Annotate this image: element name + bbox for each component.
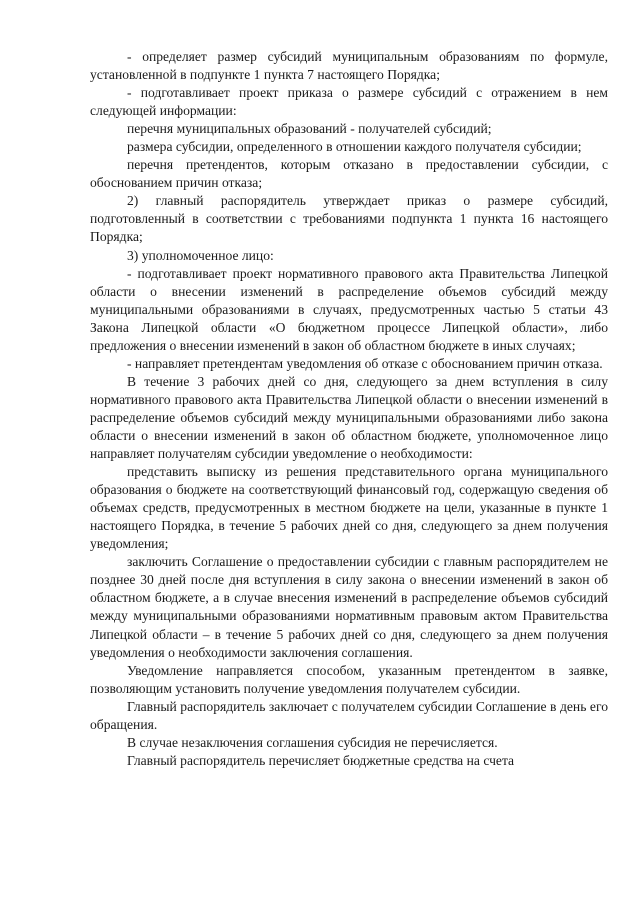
paragraph-15: В случае незаключения соглашения субсидия не перечисляется.: [127, 734, 498, 750]
paragraph-5: перечня претендентов, которым отказано в предоставлении субсидии, с обоснованием причин отказа;: [90, 157, 608, 191]
paragraph-1: - определяет размер субсидий муниципальным образованиям по формуле, установленной в подпункте 1 пункта 7 настоящего Порядка;: [90, 49, 608, 83]
paragraph-6: 2) главный распорядитель утверждает приказ о размере субсидий, подготовленный в соответствии с требованиями подпункта 1 пункта 16 настоящего Порядка;: [90, 193, 608, 245]
paragraph-10: В течение 3 рабочих дней со дня, следующего за днем вступления в силу нормативного правового акта Правительства Липецкой области о внесении изменений в распределение объемов субсидий между муниципальными образованиями либо закона области о внесении изменений в закон об областном бюджете, уполномоченное лицо направляет получателям субсидии уведомление о необходимости:: [90, 373, 608, 462]
paragraph-4: размера субсидии, определенного в отношении каждого получателя субсидии;: [127, 139, 582, 155]
paragraph-11: представить выписку из решения представительного органа муниципального образования о бюджете на соответствующий финансовый год, содержащую сведения об объемах средств, предусмотренных в местном бюджете на цели, указанные в пункте 1 настоящего Порядка, в течение 5 рабочих дней со дня, следующего за днем получения уведомления;: [90, 464, 608, 552]
paragraph-13: Уведомление направляется способом, указанным претендентом в заявке, позволяющим установить получение уведомления получателем субсидии.: [90, 662, 608, 696]
paragraph-9: - направляет претендентам уведомления об отказе с обоснованием причин отказа.: [127, 355, 603, 371]
paragraph-3: перечня муниципальных образований - получателей субсидий;: [127, 121, 492, 137]
document-page: [90, 48, 608, 770]
paragraph-16: Главный распорядитель перечисляет бюджетные средства на счета: [127, 752, 515, 768]
paragraph-2: - подготавливает проект приказа о размере субсидий с отражением в нем следующей информации:: [90, 85, 608, 119]
paragraph-7: 3) уполномоченное лицо:: [127, 247, 274, 263]
paragraph-14: Главный распорядитель заключает с получателем субсидии Соглашение в день его обращения.: [90, 698, 608, 732]
paragraph-12: заключить Соглашение о предоставлении субсидии с главным распорядителем не позднее 30 дней после дня вступления в силу закона о внесении изменений в закон об областном бюджете, а в случае внесения изменений в распределение объемов субсидий между муниципальными образованиями нормативным правовым актом Правительства Липецкой области – в течение 5 рабочих дней со дня, следующего за днем получения уведомления о необходимости заключения соглашения.: [90, 554, 608, 660]
paragraph-8: - подготавливает проект нормативного правового акта Правительства Липецкой области о внесении изменений в распределение объемов субсидий между муниципальными образованиями в случаях, предусмотренных частью 5 статьи 43 Закона Липецкой области «О бюджетном процессе Липецкой области», либо предложения о внесении изменений в закон об областном бюджете в иных случаях;: [90, 265, 608, 353]
